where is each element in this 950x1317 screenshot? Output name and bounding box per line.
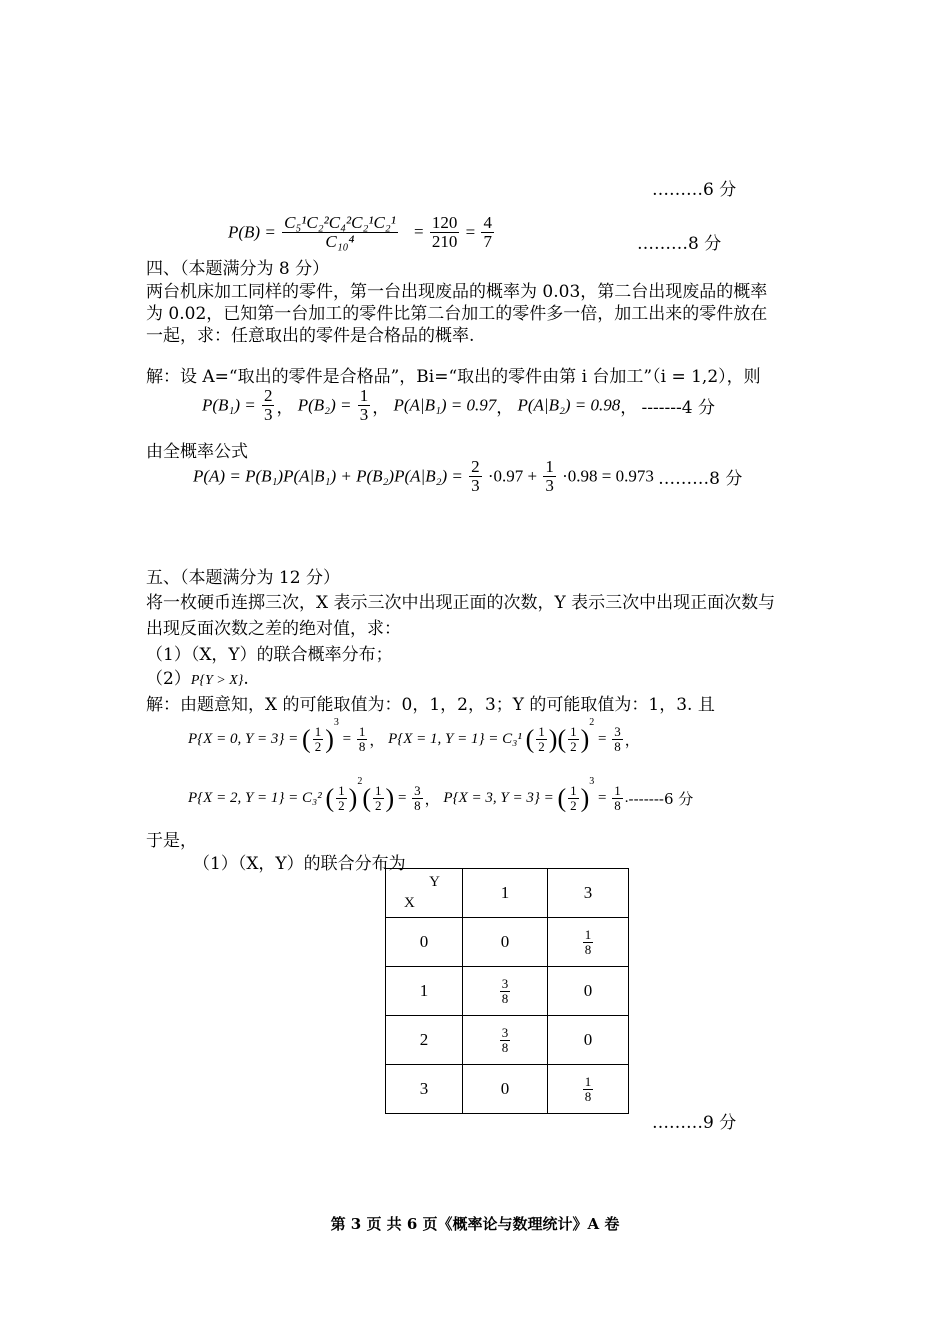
tp-result: ·0.98 = 0.973 [562, 466, 654, 486]
q2-prefix: （2） [146, 669, 191, 689]
half-num: 1 [314, 724, 322, 740]
eq2-res-den: 8 [614, 739, 621, 755]
eq2-result [612, 725, 623, 753]
col-header-3: 3 [548, 869, 629, 918]
eq2-half-a [536, 725, 547, 753]
pb2-den: 3 [359, 404, 369, 424]
eq4-res-num: 1 [614, 783, 621, 799]
eq-line-2: P{X = 2, Y = 1} = C₃² ( $\frac{1}{2}$ )$^2$( $\frac{1}{2}$ ) = $\frac{3}{8}$ ， P{X = 3, Y = 3} = ( $\frac{1}{2}$ )$^3$ = $\frac{1}{8}$ .-------6 分 [188, 776, 694, 814]
table-header-row [386, 869, 629, 918]
tp-mid: ·0.97 + [487, 466, 538, 486]
tp-num2: 1 [545, 457, 554, 476]
cell-3-3 [548, 1065, 629, 1114]
half-num: 1 [570, 724, 577, 740]
eq3-half-b [373, 784, 384, 812]
score-6-points-b: -------6 分 [628, 790, 694, 809]
eq1-sep: ， [369, 731, 385, 750]
eq-line-1: P{X = 0, Y = 3} = ( $\frac{1}{2}$ )$^3$ = $\frac{1}{8}$ ， P{X = 1, Y = 1} = C₃¹ ( $\frac{1}{2}$ )( $\frac{1}{2}$ )$^2$ = $\frac{3}{8}$ ， [188, 717, 640, 755]
cell-0-1: 0 [463, 918, 548, 967]
eq2-sep: ， [624, 731, 640, 750]
cell-den: 8 [501, 1039, 509, 1055]
pab2-value: P(A|B₂) = 0.98 [517, 395, 621, 415]
eq4-result [612, 784, 623, 812]
row-x-3: 3 [386, 1065, 463, 1114]
pb-frac2-num: 120 [431, 213, 458, 232]
section5-heading: 五、（本题满分为 12 分） [146, 568, 340, 588]
tp-den1: 3 [471, 475, 480, 495]
cell-1-3: 0 [548, 967, 629, 1016]
pb2-fraction [358, 387, 371, 424]
eq4-period: . [624, 790, 629, 807]
pb-fraction-2 [430, 214, 460, 251]
table-row [386, 918, 629, 967]
pb-frac3-num: 4 [483, 213, 492, 232]
section4-solution-intro: 解：设 A=“取出的零件是合格品”，Bi=“取出的零件由第 i 台加工”（i = 1,2），则 [146, 367, 761, 387]
q2-suffix: . [243, 669, 249, 689]
cell-num: 1 [584, 926, 592, 942]
cell-2-3: 0 [548, 1016, 629, 1065]
section4-problem-line1: 两台机床加工同样的零件，第一台出现废品的概率为 0.03，第二台出现废品的概率 [146, 282, 768, 302]
section4-problem-line3: 一起，求：任意取出的零件是合格品的概率. [146, 326, 475, 346]
tp-num1: 2 [471, 457, 480, 476]
pb2-num: 1 [359, 386, 369, 405]
pab1-value: P(A|B₁) = 0.97 [393, 395, 497, 415]
tp-frac1 [469, 458, 482, 495]
half-num: 1 [338, 783, 345, 799]
section4-heading: 四、（本题满分为 8 分） [146, 259, 330, 279]
pb1-num: 2 [263, 386, 273, 405]
eq4-res-den: 8 [614, 798, 621, 814]
eq2-half-b [568, 725, 579, 753]
score-8-points-b: ………8 分 [658, 468, 743, 489]
eq2-exp: 2 [589, 717, 595, 728]
table-row [386, 967, 629, 1016]
cell-0-3 [548, 918, 629, 967]
pb-lhs: P(B) = [228, 222, 276, 242]
score-4-points: -------4 分 [641, 397, 715, 418]
half-num: 1 [375, 783, 382, 799]
cell-3-1: 0 [463, 1065, 548, 1114]
pb-frac3-den: 7 [483, 231, 492, 251]
section4-problem-line2: 为 0.02，已知第一台加工的零件比第二台加工的零件多一倍，加工出来的零件放在 [146, 304, 768, 324]
pb1-fraction [262, 387, 275, 424]
col-header-1: 1 [463, 869, 548, 918]
eq2-lhs: P{X = 1, Y = 1} = C₃¹ [388, 731, 522, 748]
total-prob-label: 由全概率公式 [146, 442, 248, 462]
eq4-half [568, 784, 579, 812]
cell-den: 8 [584, 941, 592, 957]
eq1-exp: 3 [333, 717, 339, 728]
cell-num: 1 [584, 1073, 592, 1089]
q2-formula: P{Y > X} [190, 673, 244, 688]
eq3-half-a [336, 784, 347, 812]
half-num: 1 [538, 724, 545, 740]
eq1-half [313, 725, 324, 753]
joint-dist-label: （1）（X，Y）的联合分布为 [193, 854, 406, 874]
score-9-points: ………9 分 [652, 1113, 737, 1133]
pb-formula: P(B) = $\frac{\text{C₅¹C₂²C₄²C₂¹C₂¹}}{\text{C₁₀⁴}}$ = $\frac{120}{210}$ = $\frac{4}{7}$ [228, 213, 492, 251]
pb-denominator: C₁₀⁴ [325, 231, 355, 251]
pb-numerator: C₅¹C₂²C₄²C₂¹C₂¹ [284, 213, 396, 232]
tp-lhs: P(A) = P(B₁)P(A|B₁) + P(B₂)P(A|B₂) = [193, 466, 463, 486]
yushi-label: 于是， [146, 831, 197, 851]
row-x-2: 2 [386, 1016, 463, 1065]
half-den: 2 [338, 798, 345, 814]
section5-problem-line1: 将一枚硬币连掷三次，X 表示三次中出现正面的次数，Y 表示三次中出现正面次数与 [146, 593, 776, 613]
score-8-points-a: ………8 分 [637, 234, 722, 254]
pb1-den: 3 [263, 404, 273, 424]
eq3-sep: ， [424, 790, 440, 809]
eq3-exp: 2 [357, 776, 363, 787]
half-num: 1 [570, 783, 577, 799]
pb-fraction-1 [282, 214, 398, 251]
cell-den: 8 [501, 990, 509, 1006]
cell-2-1 [463, 1016, 548, 1065]
half-den: 2 [570, 798, 577, 814]
row-x-0: 0 [386, 918, 463, 967]
pb-fraction-3 [481, 214, 494, 251]
pb-frac2-den: 210 [431, 231, 458, 251]
table-row [386, 1065, 629, 1114]
table-corner-cell [386, 869, 463, 918]
section5-question1: （1）（X，Y）的联合概率分布； [146, 645, 393, 665]
eq3-result [412, 784, 423, 812]
eq2-res-num: 3 [614, 724, 621, 740]
eq1-result [357, 725, 368, 753]
cell-1-1 [463, 967, 548, 1016]
cell-num: 3 [501, 975, 509, 991]
eq3-res-den: 8 [414, 798, 421, 814]
section5-solution-intro: 解：由题意知，X 的可能取值为：0，1，2，3；Y 的可能取值为：1，3. 且 [146, 695, 715, 715]
score-6-points: ………6 分 [652, 180, 737, 200]
table-row [386, 1016, 629, 1065]
section5-problem-line2: 出现反面次数之差的绝对值，求： [146, 619, 401, 639]
half-den: 2 [375, 798, 382, 814]
pb2-label: P(B₂) = [297, 395, 352, 415]
page-footer: 第 3 页 共 6 页《概率论与数理统计》A 卷 [330, 1215, 620, 1233]
eq3-lhs: P{X = 2, Y = 1} = C₃² [188, 790, 322, 807]
half-den: 2 [314, 739, 322, 755]
total-prob-formula [193, 458, 742, 495]
section4-probabilities: P(B₁) = $\frac{2}{3}$ ， P(B₂) = $\frac{1}{3}$ ， P(A|B₁) = 0.97， P(A|B₂) = 0.98， -------4 分 [202, 386, 715, 424]
eq1-lhs: P{X = 0, Y = 3} = [188, 731, 299, 748]
half-den: 2 [538, 739, 545, 755]
tp-den2: 3 [545, 475, 554, 495]
half-den: 2 [570, 739, 577, 755]
section5-question2 [146, 664, 249, 689]
eq4-lhs: P{X = 3, Y = 3} = [443, 790, 554, 807]
eq4-exp: 3 [589, 776, 595, 787]
tp-frac2 [543, 458, 556, 495]
header-y: Y [429, 874, 440, 890]
cell-num: 3 [501, 1024, 509, 1040]
joint-distribution-table [385, 868, 629, 1114]
pb1-label: P(B₁) = [202, 395, 256, 415]
eq3-res-num: 3 [414, 783, 421, 799]
header-x: X [404, 895, 415, 911]
eq1-res-den: 8 [358, 739, 366, 755]
eq1-res-num: 1 [358, 724, 366, 740]
row-x-1: 1 [386, 967, 463, 1016]
cell-den: 8 [584, 1088, 592, 1104]
